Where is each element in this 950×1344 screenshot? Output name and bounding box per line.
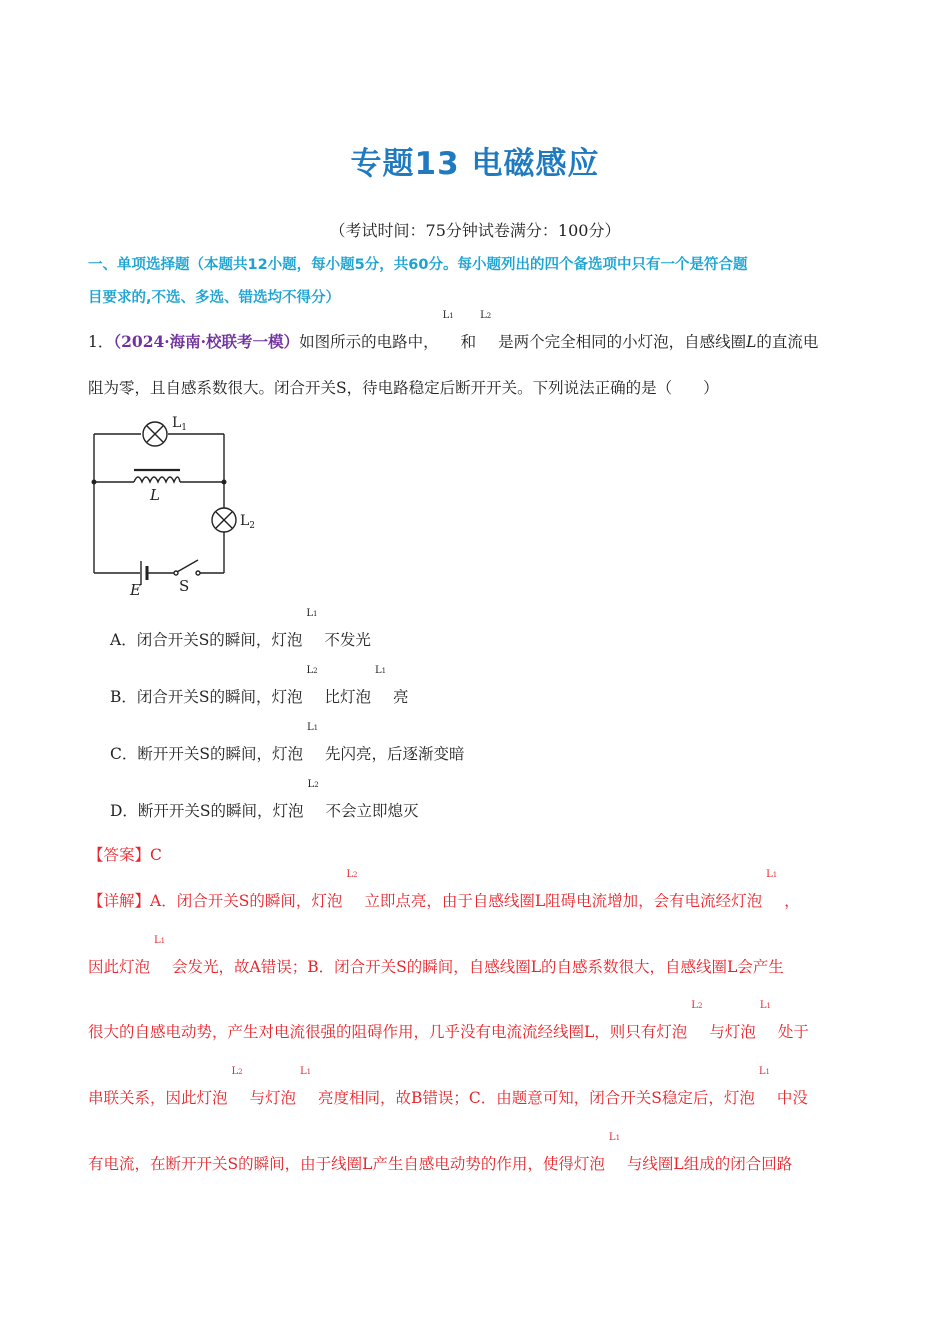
symbol-L2: L2 [691, 1000, 703, 1011]
answer [88, 843, 162, 865]
explanation-line1: 【详解】A．闭合开关S的瞬间，灯泡 L2 立即点亮，由于自感线圈L阻碍电流增加，会有电流经灯泡 L1 ， [88, 869, 800, 910]
page-title: 专题13 电磁感应 [350, 146, 600, 182]
answer-value: C [150, 846, 162, 864]
explanation-line2: 因此灯泡 L1 会发光，故A错误；B．闭合开关S的瞬间，自感线圈L的自感系数很大，自感线圈L会产生 [88, 935, 784, 976]
option-D[interactable]: D．断开开关S的瞬间，灯泡 L2 不会立即熄灭 [110, 779, 419, 820]
diagram-label-inductor: L [150, 486, 160, 504]
symbol-L1: L1 [306, 722, 319, 733]
symbol-L2: L2 [306, 665, 318, 676]
option-A[interactable]: A．闭合开关S的瞬间，灯泡 L1 不发光 [110, 608, 371, 649]
option-C[interactable]: C．断开开关S的瞬间，灯泡 L1 先闪亮，后逐渐变暗 [110, 722, 465, 763]
symbol-L1: L1 [306, 608, 318, 619]
symbol-L1: L1 [758, 1066, 771, 1077]
answer-label: 【答案】 [88, 846, 151, 864]
symbol-L1: L1 [375, 665, 387, 676]
symbol-L1: L1 [300, 1066, 312, 1077]
symbol-L2: L2 [307, 779, 319, 790]
explanation-line5: 有电流，在断开开关S的瞬间，由于线圈L产生自感电动势的作用，使得灯泡 L1 与线圈L组成的闭合回路 [88, 1132, 793, 1173]
diagram-label-E: E [130, 581, 141, 599]
section-heading-line1: 一、单项选择题（本题共12小题，每小题5分，共60分。每小题列出的四个备选项中只有一个是符合题 [88, 257, 748, 273]
explanation-label: 【详解】 [88, 892, 151, 910]
symbol-L2: L2 [346, 869, 358, 880]
option-B[interactable]: B．闭合开关S的瞬间，灯泡 L2 比灯泡 L1 亮 [110, 665, 409, 706]
symbol-L1: L1 [442, 310, 454, 321]
exam-info: （考试时间：75分钟试卷满分：100分） [329, 221, 621, 240]
question-stem-line2: 阻为零，且自感系数很大。闭合开关S，待电路稳定后断开开关。下列说法正确的是（ ） [88, 379, 719, 397]
diagram-label-S: S [179, 577, 190, 595]
explanation-line3: 很大的自感电动势，产生对电流很强的阻碍作用，几乎没有电流流经线圈L，则只有灯泡 L2 与灯泡 L1 处于 [88, 1000, 809, 1041]
question-stem-line1: 1．（2024·海南·校联考一模）如图所示的电路中， L1 和 L2 是两个完全相同的小灯泡，自感线圈L的直流电 [88, 310, 819, 351]
diagram-label-L2: $L_2$ [240, 513, 256, 531]
symbol-L2: L2 [480, 310, 492, 321]
inductor-coil-icon [134, 477, 180, 482]
explanation-line4: 串联关系，因此灯泡 L2 与灯泡 L1 亮度相同，故B错误；C．由题意可知，闭合开关S稳定后，灯泡 L1 中没 [88, 1066, 808, 1107]
symbol-L1: L1 [154, 935, 166, 946]
symbol-L1: L1 [759, 1000, 771, 1011]
symbol-L1: L1 [608, 1132, 621, 1143]
symbol-L2: L2 [231, 1066, 243, 1077]
diagram-label-L1: $L_1$ [172, 415, 188, 433]
question-source: （2024·海南·校联考一模） [113, 332, 300, 351]
switch-icon [177, 560, 198, 572]
section-heading-line2: 目要求的,不选、多选、错选均不得分） [88, 290, 341, 306]
question-number: 1． [88, 333, 114, 351]
circuit-diagram [88, 405, 278, 605]
symbol-L1: L1 [766, 869, 778, 880]
